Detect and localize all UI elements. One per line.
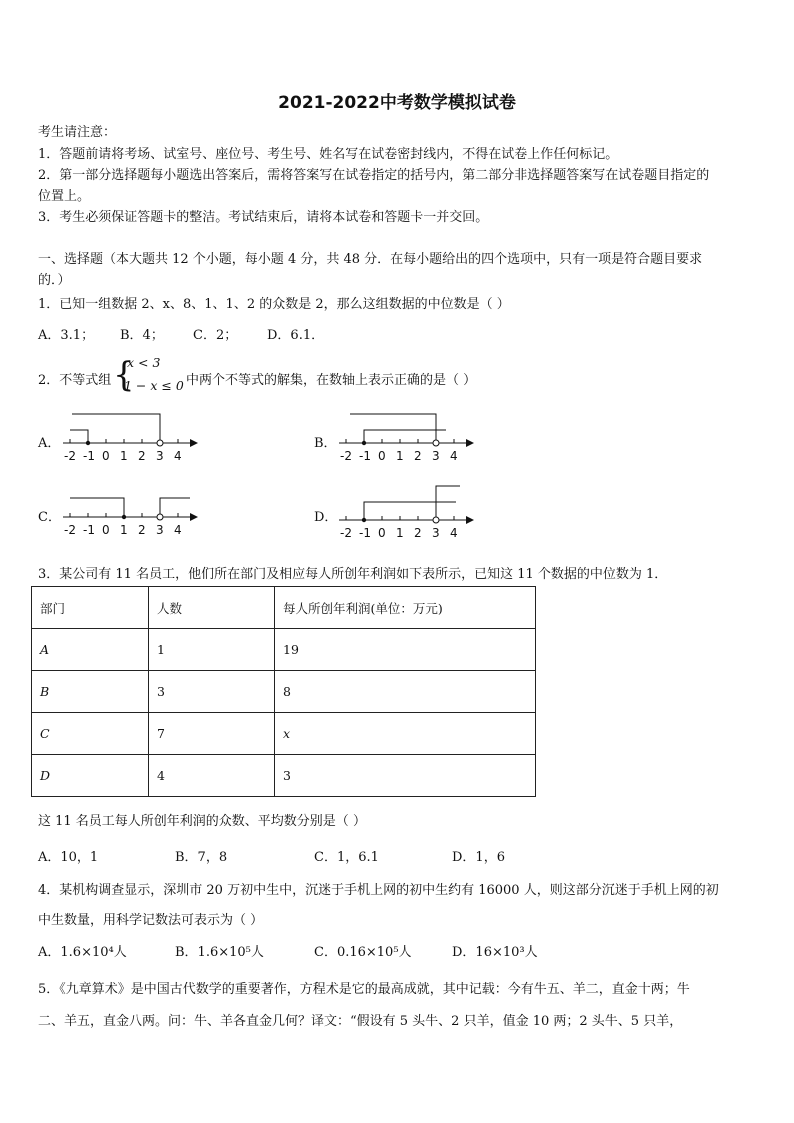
q1-option-a[interactable]: A．3.1； — [38, 328, 95, 343]
table-cell: A — [32, 629, 149, 671]
question-4-line1: 4．某机构调查显示，深圳市 20 万初中生中，沉迷于手机上网的初中生约有 16000 人，则这部分沉迷于手机上网的初 — [38, 883, 719, 898]
tick-label: 1 — [120, 449, 128, 463]
tick-label: 3 — [156, 449, 164, 463]
tick-label: 4 — [174, 449, 182, 463]
table-cell: B — [32, 671, 149, 713]
tick-label: -2 — [64, 449, 76, 463]
table-cell: 1 — [149, 629, 275, 671]
q3-option-d[interactable]: D．1，6 — [452, 850, 505, 865]
question-4-line2: 中生数量，用科学记数法可表示为（ ） — [38, 913, 264, 928]
q3-option-a[interactable]: A．10，1 — [38, 850, 99, 865]
tick-label: -2 — [64, 523, 76, 537]
q1-option-c[interactable]: C．2； — [193, 328, 238, 343]
q4-option-c[interactable]: C．0.16×10⁵人 — [314, 945, 412, 960]
tick-label: 1 — [120, 523, 128, 537]
tick-label: 2 — [138, 449, 146, 463]
q2-option-b-label[interactable]: B． — [314, 436, 337, 451]
q4-option-d[interactable]: D．16×10³人 — [452, 945, 538, 960]
tick-label: 3 — [156, 523, 164, 537]
notice-item: 2．第一部分选择题每小题选出答案后，需将答案写在试卷指定的括号内，第二部分非选择题答案写在试卷题目指定的 — [38, 168, 710, 183]
tick-label: 4 — [450, 449, 458, 463]
tick-label: 4 — [450, 526, 458, 540]
table-row — [32, 671, 536, 713]
notice-item: 1．答题前请将考场、试室号、座位号、考生号、姓名写在试卷密封线内，不得在试卷上作任何标记。 — [38, 147, 619, 162]
question-5-line2: 二、羊五，直金八两。问：牛、羊各直金几何？译文：“假设有 5 头牛、2 只羊，值金 10 两；2 头牛、5 只羊， — [38, 1014, 683, 1029]
q1-option-b[interactable]: B．4； — [120, 328, 164, 343]
table-cell: 7 — [149, 713, 275, 755]
question-5-line1: 5．《九章算术》是中国古代数学的重要著作，方程术是它的最高成就，其中记载：今有牛五、羊二，直金十两；牛 — [38, 982, 690, 997]
q3-option-c[interactable]: C．1，6.1 — [314, 850, 379, 865]
table-header-cell: 每人所创年利润(单位：万元) — [275, 587, 536, 629]
tick-label: -2 — [340, 526, 352, 540]
question-3-question: 这 11 名员工每人所创年利润的众数、平均数分别是（ ） — [38, 814, 366, 829]
number-line-a — [58, 408, 208, 463]
q2-option-a-label[interactable]: A． — [38, 436, 61, 451]
tick-label: 2 — [138, 523, 146, 537]
table-row — [32, 713, 536, 755]
table-cell: C — [32, 713, 149, 755]
inequality-1: x < 3 — [127, 355, 161, 370]
tick-label: -1 — [83, 523, 95, 537]
number-line-b — [334, 408, 484, 463]
system-brace: { — [113, 355, 135, 395]
q2-option-c-label[interactable]: C． — [38, 510, 61, 525]
question-2-suffix: 中两个不等式的解集，在数轴上表示正确的是（ ） — [186, 373, 477, 388]
table-header-cell: 人数 — [149, 587, 275, 629]
q4-option-a[interactable]: A．1.6×10⁴人 — [38, 945, 127, 960]
table-cell: D — [32, 755, 149, 797]
table-cell: 4 — [149, 755, 275, 797]
table-cell: 8 — [275, 671, 536, 713]
tick-label: -2 — [340, 449, 352, 463]
tick-label: 0 — [378, 526, 386, 540]
page-title: 2021-2022中考数学模拟试卷 — [278, 93, 516, 113]
notice-heading: 考生请注意： — [38, 125, 117, 140]
section-heading: 一、选择题（本大题共 12 个小题，每小题 4 分，共 48 分．在每小题给出的四个选项中，只有一项是符合题目要求 — [38, 252, 703, 267]
table-cell: x — [275, 713, 536, 755]
table-header-cell: 部门 — [32, 587, 149, 629]
section-heading-cont: 的．） — [38, 273, 71, 288]
tick-label: 1 — [396, 449, 404, 463]
tick-label: 0 — [378, 449, 386, 463]
question-1-stem: 1．已知一组数据 2、x、8、1、1、2 的众数是 2，那么这组数据的中位数是（ ） — [38, 297, 510, 312]
table-header-row — [32, 587, 536, 629]
q4-option-b[interactable]: B．1.6×10⁵人 — [175, 945, 264, 960]
inequality-2: 1 − x ≤ 0 — [124, 378, 184, 393]
notice-item: 位置上。 — [38, 189, 91, 204]
tick-label: 2 — [414, 449, 422, 463]
tick-label: -1 — [83, 449, 95, 463]
tick-label: -1 — [359, 449, 371, 463]
q1-option-d[interactable]: D．6.1． — [267, 328, 325, 343]
table-cell: 3 — [149, 671, 275, 713]
tick-label: 0 — [102, 523, 110, 537]
question-2-prefix: 2．不等式组 — [38, 373, 112, 388]
tick-label: 2 — [414, 526, 422, 540]
number-line-c — [58, 482, 208, 537]
notice-item: 3．考生必须保证答题卡的整洁。考试结束后，请将本试卷和答题卡一并交回。 — [38, 210, 489, 225]
tick-label: -1 — [359, 526, 371, 540]
table-row — [32, 755, 536, 797]
q2-option-d-label[interactable]: D． — [314, 510, 338, 525]
tick-label: 1 — [396, 526, 404, 540]
table-cell: 3 — [275, 755, 536, 797]
number-line-d — [334, 482, 484, 540]
question-3-stem: 3．某公司有 11 名员工，他们所在部门及相应每人所创年利润如下表所示，已知这 11 个数据的中位数为 1． — [38, 567, 668, 582]
table-row — [32, 629, 536, 671]
profit-table — [31, 586, 536, 797]
table-cell: 19 — [275, 629, 536, 671]
tick-label: 0 — [102, 449, 110, 463]
tick-label: 3 — [432, 449, 440, 463]
tick-label: 3 — [432, 526, 440, 540]
q3-option-b[interactable]: B．7，8 — [175, 850, 228, 865]
tick-label: 4 — [174, 523, 182, 537]
